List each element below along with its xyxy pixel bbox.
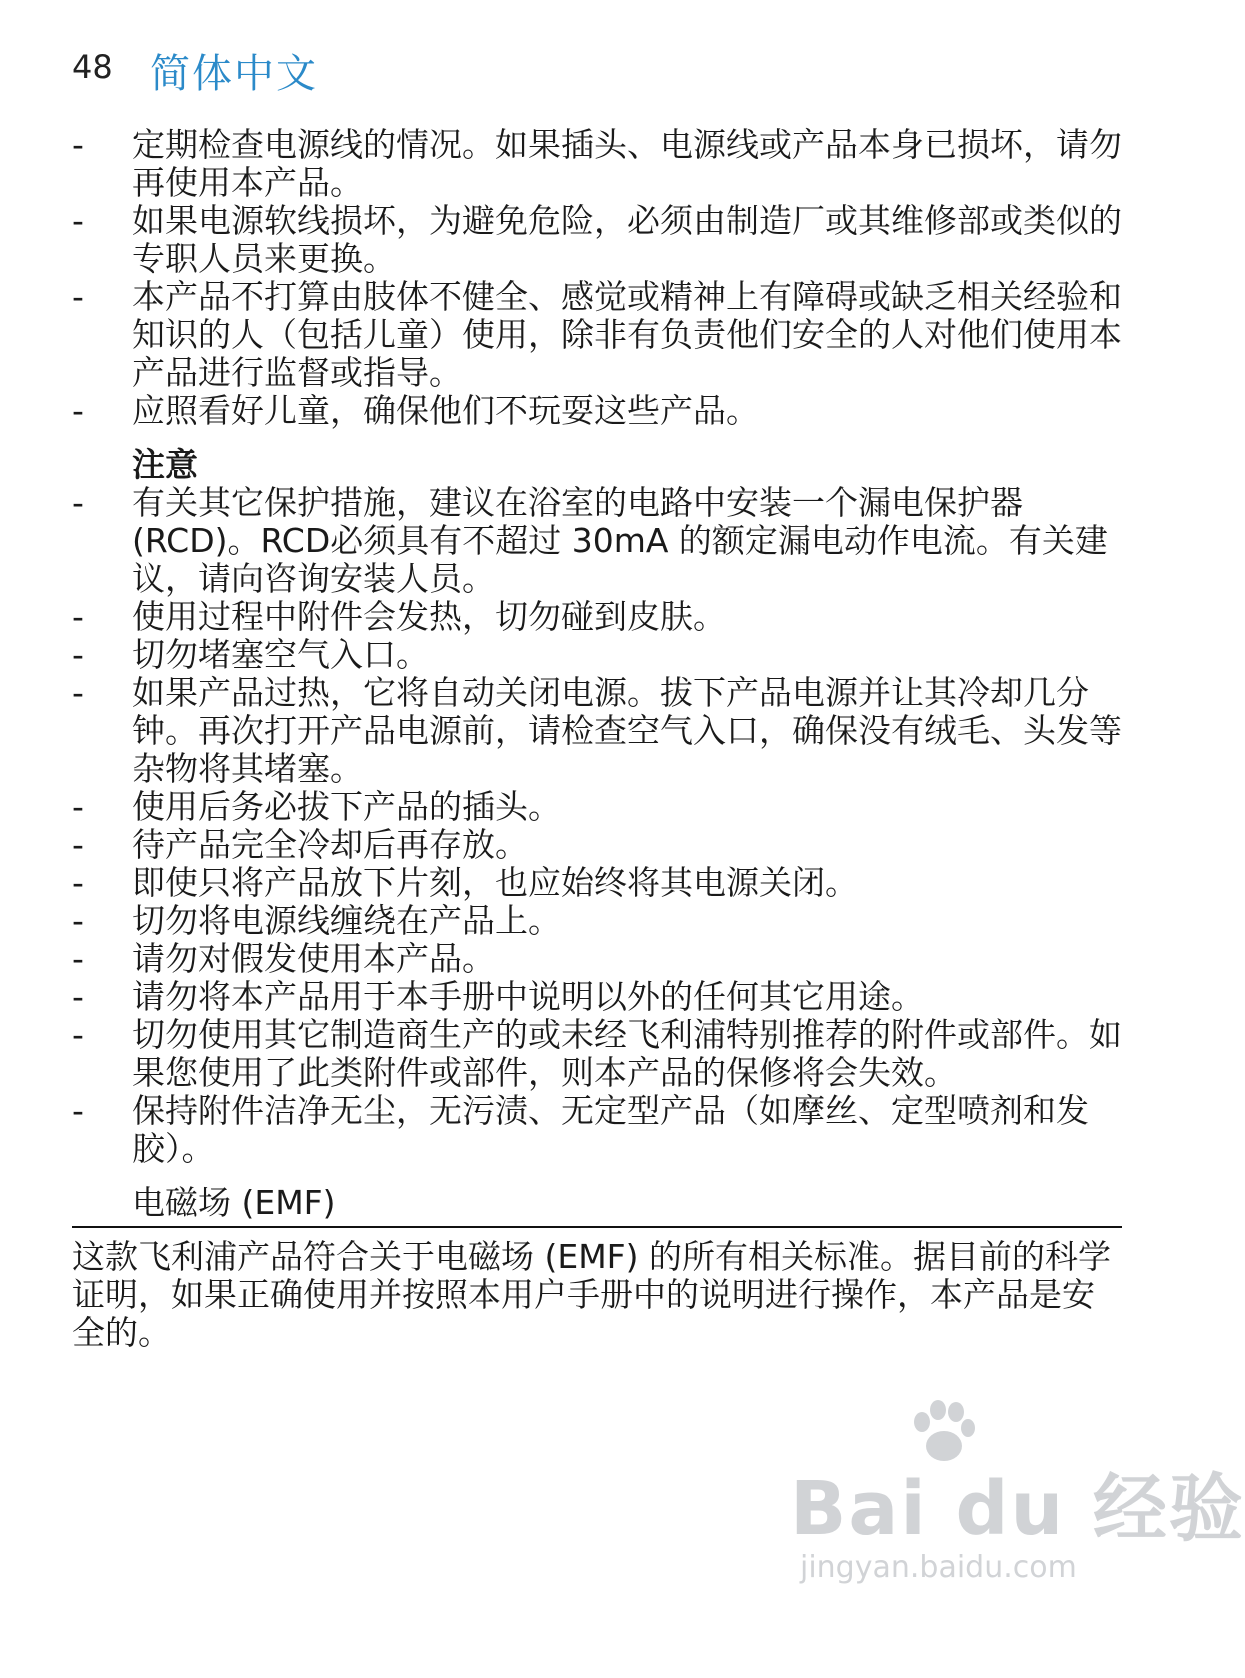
page-language-title: 简体中文 [150,51,318,97]
dash-icon: - [72,901,84,940]
dash-icon: - [72,597,84,636]
list-item: - 切勿堵塞空气入口。 [72,635,429,674]
watermark-url: jingyan.baidu.com [800,1550,1077,1585]
section-divider [72,1226,1122,1228]
safety-list [72,126,1122,430]
list-item: - 定期检查电源线的情况。如果插头、电源线或产品本身已损坏，请勿再使用本产品。 [72,125,1122,202]
dash-icon: - [72,863,84,902]
list-item: - 请勿将本产品用于本手册中说明以外的任何其它用途。 [72,977,924,1016]
caution-heading: 注意 [132,445,198,484]
list-item: - 应照看好儿童，确保他们不玩耍这些产品。 [72,391,759,430]
dash-icon: - [72,787,84,826]
dash-icon: - [72,125,84,164]
dash-icon: - [72,1091,84,1130]
list-item: - 保持附件洁净无尘，无污渍、无定型产品（如摩丝、定型喷剂和发胶）。 [72,1091,1089,1168]
dash-icon: - [72,673,84,712]
list-item: - 请勿对假发使用本产品。 [72,939,495,978]
dash-icon: - [72,201,84,240]
list-item: - 本产品不打算由肢体不健全、感觉或精神上有障碍或缺乏相关经验和知识的人（包括儿童）使用，除非有负责他们安全的人对他们使用本产品进行监督或指导。 [72,277,1122,392]
list-item: - 切勿将电源线缠绕在产品上。 [72,901,561,940]
emf-heading: 电磁场 (EMF) [132,1183,336,1222]
dash-icon: - [72,277,84,316]
list-item: - 待产品完全冷却后再存放。 [72,825,528,864]
list-item: - 使用后务必拔下产品的插头。 [72,787,561,826]
page-number: 48 [72,48,113,86]
caution-list [72,484,1122,1168]
dash-icon: - [72,483,84,522]
dash-icon: - [72,391,84,430]
list-item: - 如果产品过热，它将自动关闭电源。拔下产品电源并让其冷却几分钟。再次打开产品电源前，请检查空气入口，确保没有绒毛、头发等杂物将其堵塞。 [72,673,1122,788]
dash-icon: - [72,939,84,978]
watermark-logo-text: Bai du 经验 [790,1466,1245,1552]
list-item: - 如果电源软线损坏，为避免危险，必须由制造厂或其维修部或类似的专职人员来更换。 [72,201,1122,278]
dash-icon: - [72,1015,84,1054]
list-item: - 有关其它保护措施，建议在浴室的电路中安装一个漏电保护器 (RCD)。RCD必须具有不超过 30mA 的额定漏电动作电流。有关建议，请向咨询安装人员。 [72,483,1108,598]
dash-icon: - [72,977,84,1016]
list-item: - 切勿使用其它制造商生产的或未经飞利浦特别推荐的附件或部件。如果您使用了此类附件或部件，则本产品的保修将会失效。 [72,1015,1122,1092]
list-item: - 使用过程中附件会发热，切勿碰到皮肤。 [72,597,726,636]
dash-icon: - [72,635,84,674]
list-item: - 即使只将产品放下片刻，也应始终将其电源关闭。 [72,863,858,902]
dash-icon: - [72,825,84,864]
manual-content [72,126,1122,1352]
baidu-watermark [790,1400,1245,1640]
emf-paragraph: 这款飞利浦产品符合关于电磁场 (EMF) 的所有相关标准。据目前的科学证明，如果正确使用并按照本用户手册中的说明进行操作，本产品是安全的。 [72,1237,1112,1352]
